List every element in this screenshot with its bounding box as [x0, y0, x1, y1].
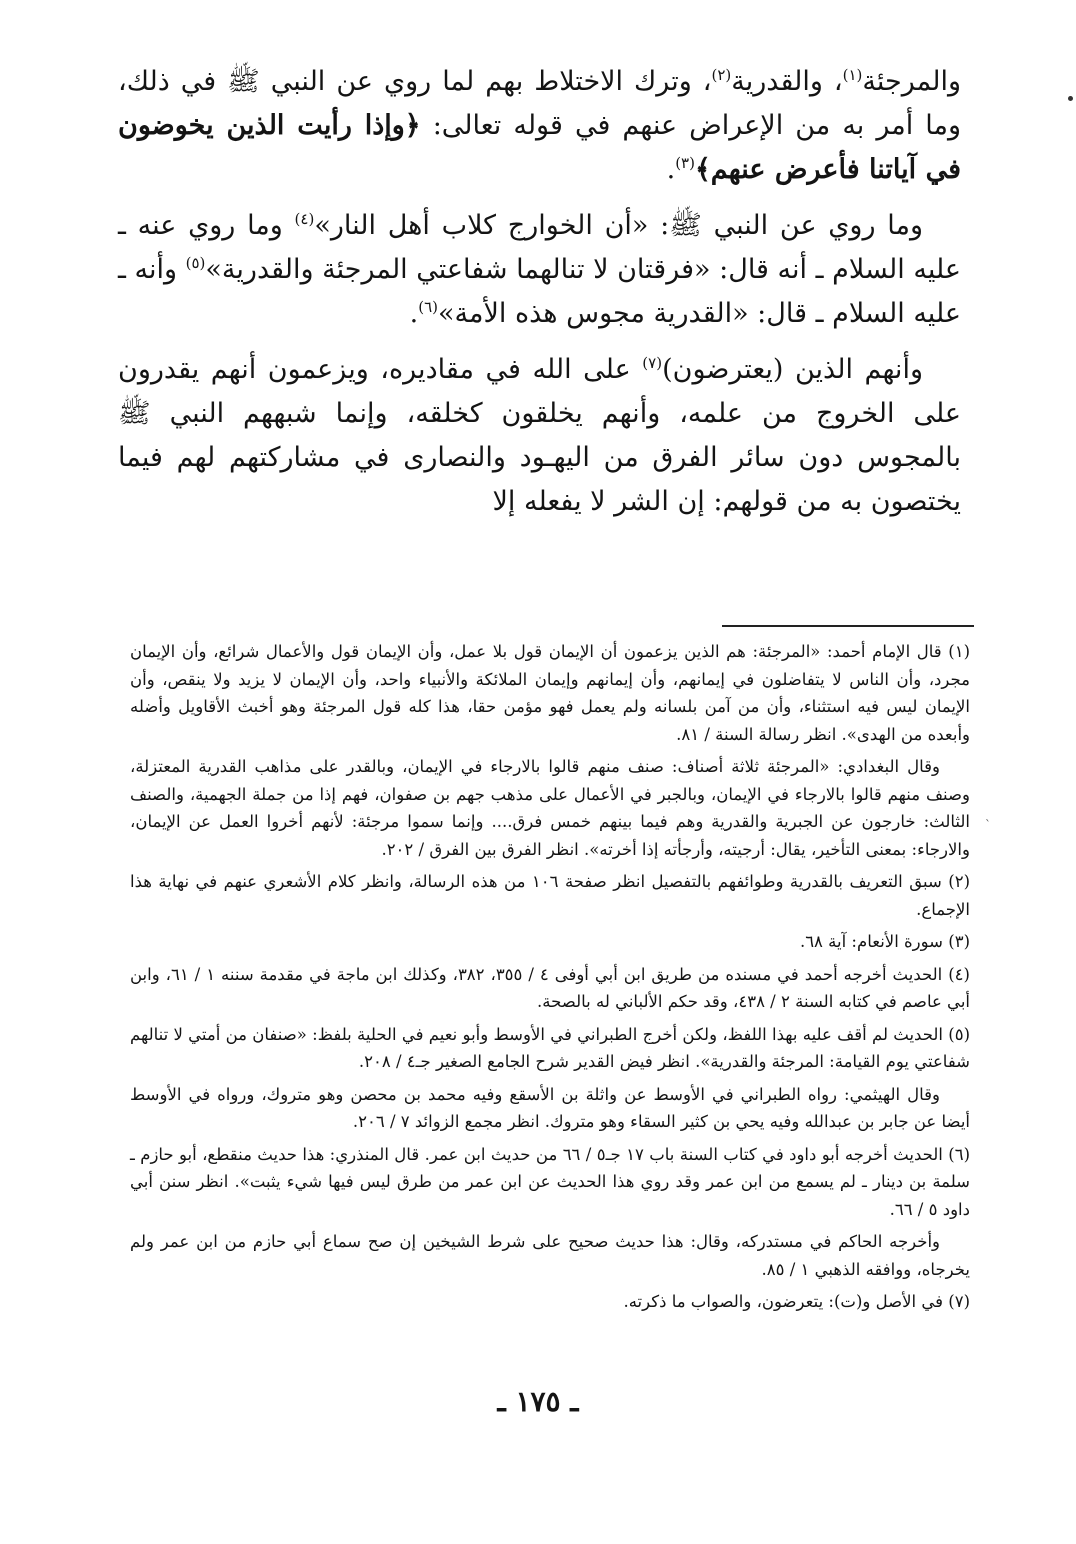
footnote-ref-5: (٥): [185, 254, 206, 272]
footnote-7: (٧) في الأصل و(ت): يتعرضون، والصواب ما ذكرته.: [623, 1292, 970, 1311]
footnote-ref-6: (٦): [418, 298, 439, 316]
footnote-divider: [722, 625, 974, 627]
paragraph-2: [118, 204, 961, 336]
footnote-4: (٤) الحديث أخرجه أحمد في مسنده من طريق ابن أبي أوفى ٤ / ٣٥٥، ٣٨٢، وكذلك ابن ماجة في مقدمة سننه ١ / ٦١، وابن أبي عاصم في كتابه السنة ٢ / ٤٣٨، وقد حكم الألباني له بالصحة.: [130, 964, 970, 1011]
text-run: .: [666, 154, 676, 185]
paragraph-1: [118, 60, 961, 192]
footnote-6-continued: وأخرجه الحاكم في مستدركه، وقال: هذا حديث صحيح على شرط الشيخين إن صح سماع أبي حازم من ابن عمر ولم يخرجاه، ووافقه الذهبي ١ / ٨٥.: [130, 1232, 970, 1279]
quran-quote: ﴿وإذا رأيت الذين يخوضون في آياتنا فأعرض عنهم﴾: [118, 110, 961, 185]
footnote-3: (٣) سورة الأنعام: آية ٦٨.: [799, 932, 970, 951]
footnotes: [130, 638, 970, 1321]
footnote-2: (٢) سبق التعريف بالقدرية وطوائفهم بالتفصيل انظر صفحة ١٠٦ من هذه الرسالة، وانظر كلام الأشعري عنهم في نهاية هذا الإجماع.: [130, 872, 970, 919]
text-run: والمرجئة: [862, 66, 961, 97]
text-run: وما روي عن النبي ﷺ: «أن الخوارج كلاب أهل النار»: [314, 210, 923, 241]
footnote-5: (٥) الحديث لم أقف عليه بهذا اللفظ، ولكن أخرج الطبراني في الأوسط وأبو نعيم في الحلية بلفظ: «صنفان من أمتي لا تنالهم شفاعتي يوم القيامة: المرجئة والقدرية». انظر فيض القدير شرح الجامع الصغير جـ٤ / ٢٠٨.: [130, 1024, 970, 1071]
text-run: وما روي عنه ـ عليه السلام ـ أنه قال: «فرقتان لا تنالهما شفاعتي المرجئة والقدرية»: [118, 210, 962, 285]
text-run: وأنه ـ عليه السلام ـ قال: «القدرية مجوس هذه الأمة»: [118, 254, 961, 329]
margin-mark: `: [985, 818, 991, 832]
main-text: [118, 60, 961, 536]
footnote-5-continued: وقال الهيثمي: رواه الطبراني في الأوسط عن واثلة بن الأسقع وفيه محمد بن محصن وهو متروك، ورواه في الأوسط أيضا عن جابر بن عبدالله وفيه يحي بن كثير السقاء وهو متروك. انظر مجمع الزوائد ٧ / ٢٠٦.: [130, 1084, 970, 1131]
text-run: .: [409, 298, 419, 329]
footnote-6: (٦) الحديث أخرجه أبو داود في كتاب السنة باب ١٧ جـ٥ / ٦٦ من حديث ابن عمر. قال المنذري: هذا حديث منقطع، أبو حازم ـ سلمة بن دينار ـ لم يسمع من ابن عمر وقد روي هذا الحديث عن ابن عمر من طرق ليس فيها شيء يثبت». انظر سنن أبي داود ٥ / ٦٦.: [130, 1144, 971, 1219]
footnote-1-continued: وقال البغدادي: «المرجئة ثلاثة أصناف: صنف منهم قالوا بالارجاء في الإيمان، وبالقدر على مذاهب القدرية المعتزلة، وصنف منهم قالوا بالارجاء في الإيمان، وبالجبر في الأعمال على مذهب جهم بن صفوان، فهم إذا من جملة الجهمية، والصنف الثالث: خارجون عن الجبرية والقدرية وهم فيما بينهم خمس فرق.... وإنما سموا مرجئة: لأنهم أخروا العمل عن الإيمان، والارجاء: بمعنى التأخير، يقال: أرجيته، وأرجأته إذا أخرته». انظر الفرق بين الفرق / ٢٠٢.: [130, 757, 970, 859]
footnote-ref-7: (٧): [642, 354, 663, 372]
page-number: ـ ١٧٥ ـ: [497, 1385, 579, 1418]
footnote-ref-4: (٤): [294, 210, 315, 228]
text-run: على الله في مقاديره، ويزعمون أنهم يقدرون على الخروج من علمه، وأنهم يخلقون كخلقه، وإنما شبههم النبي ﷺ بالمجوس دون سائر الفرق من اليهـود والنصارى في مشاركتهم لهم فيما يختصون به من قولهم: إن الشر لا يفعله إلا: [118, 354, 961, 517]
footnote-ref-2: (٢): [711, 66, 732, 84]
text-run: وأنهم الذين (يعترضون): [662, 354, 923, 385]
text-run: ، والقدرية: [731, 66, 843, 97]
margin-dot: [1068, 96, 1073, 101]
paragraph-3: [118, 348, 961, 524]
text-run: ، وترك الاختلاط بهم لما روي عن النبي ﷺ في ذلك، وما أمر به من الإعراض عنهم في قوله تعالى:: [118, 66, 962, 141]
footnote-1: (١) قال الإمام أحمد: «المرجئة: هم الذين يزعمون أن الإيمان قول بلا عمل، وأن الإيمان قول والأعمال شرائع، وأن الإيمان مجرد، وأن الناس لا يتفاضلون في إيمانهم، وأن إيمانهم وإيمان الملائكة والأنبياء واحد، وأن الإيمان لا يزيد ولا ينقص، وأن الإيمان ليس فيه استثناء، وأن من آمن بلسانه ولم يعمل فهو مؤمن حقا، هذا كله قول المرجئة وهو أخبث الأقاويل وأضله وأبعده من الهدى». انظر رسالة السنة / ٨١.: [130, 642, 970, 744]
footnote-ref-1: (١): [842, 66, 863, 84]
footnote-ref-3: (٣): [675, 154, 695, 172]
